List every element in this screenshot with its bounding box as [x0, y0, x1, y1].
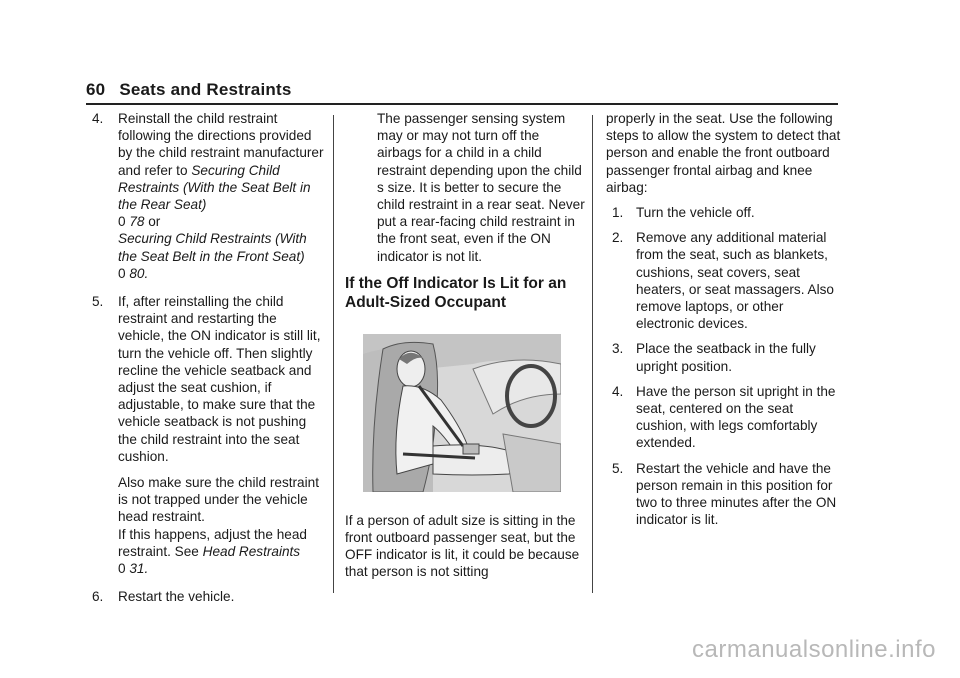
page-ref-icon: 0	[118, 214, 126, 230]
page-ref-number[interactable]: 78	[129, 214, 145, 230]
list-item	[92, 293, 324, 577]
column-2	[345, 110, 585, 581]
period: .	[144, 561, 149, 577]
illustration	[363, 334, 561, 492]
list-item	[606, 340, 842, 374]
cross-reference-link[interactable]: Securing Child Restraints (With the Seat Belt in the Front Seat)	[118, 231, 307, 264]
list-item	[606, 383, 842, 452]
list-item	[606, 460, 842, 529]
list-item	[92, 588, 324, 605]
item-number: 5.	[92, 294, 104, 310]
column-divider	[333, 115, 334, 593]
step-text: Remove any additional material from the seat, such as blankets, cushions, seat covers, seat heaters, or seat massagers. Also remove laptops, or other electronic devices.	[636, 230, 834, 332]
list-item	[92, 110, 324, 282]
page-number: 60	[86, 80, 106, 99]
body-paragraph: If a person of adult size is sitting in the front outboard passenger seat, but the OFF indicator is lit, it could be because that person is not sitting	[345, 512, 580, 580]
column-divider	[592, 115, 593, 593]
item-body: Reinstall the child restraint following the directions provided by the child restraint manufacturer and refer to	[118, 111, 324, 178]
column-1	[92, 110, 324, 616]
step-number: 1.	[612, 205, 624, 221]
item-text: If, after reinstalling the child restraint and restarting the vehicle, the ON indicator is still lit, turn the vehicle off. Then slightly recline the vehicle seatback and adjust the seat cushion, if adjustable, to make sure that the vehicle seatback is not pushing the child restraint into the seat cushion.	[118, 294, 321, 464]
cross-reference-link[interactable]: Securing Child Restraints (With the Seat Belt in the Rear Seat)	[118, 162, 311, 213]
step-number: 4.	[612, 383, 624, 399]
conjunction-or: or	[148, 214, 161, 230]
period: .	[144, 265, 149, 281]
column-3	[606, 110, 842, 536]
step-number: 3.	[612, 341, 624, 357]
step-text: Have the person sit upright in the seat, centered on the seat cushion, with legs comfortably extended.	[636, 383, 836, 451]
seated-passenger-illustration	[363, 334, 561, 492]
step-text: Turn the vehicle off.	[636, 205, 755, 221]
page-ref-number[interactable]: 80	[129, 265, 145, 281]
step-list	[606, 204, 842, 528]
step-text: Restart the vehicle and have the person remain in this position for two to three minutes after the ON indicator is lit.	[636, 460, 837, 528]
step-number: 2.	[612, 230, 624, 246]
page-ref-icon: 0	[118, 265, 126, 281]
cross-reference-link[interactable]: Head Restraints	[202, 543, 301, 559]
item-subtext	[118, 474, 324, 577]
list-item	[606, 204, 842, 221]
subtext-body: If this happens, adjust the head restraint. See	[118, 526, 307, 559]
subtext-body: Also make sure the child restraint is not trapped under the vehicle head restraint.	[118, 475, 319, 525]
list-item	[606, 229, 842, 332]
section-heading: If the Off Indicator Is Lit for an Adult-Sized Occupant	[345, 274, 567, 311]
section-title: Seats and Restraints	[119, 80, 292, 99]
intro-paragraph: properly in the seat. Use the following steps to allow the system to detect that person and enable the front outboard passenger frontal airbag and knee airbag:	[606, 111, 841, 195]
header-rule	[86, 103, 838, 105]
item-text	[118, 110, 324, 282]
item-number: 4.	[92, 111, 104, 126]
page-header	[86, 80, 292, 100]
item-number: 6.	[92, 589, 104, 605]
step-text: Place the seatback in the fully upright position.	[636, 341, 816, 374]
continued-text: The passenger sensing system may or may not turn off the airbags for a child in a child restraint depending upon the child s size. It is better to secure the child restraint in a rear seat. Never put a rear-facing child restraint in the front seat, even if the ON indicator is not lit.	[377, 111, 585, 264]
watermark: carmanualsonline.info	[692, 636, 936, 663]
step-number: 5.	[612, 460, 624, 476]
page-ref-number[interactable]: 31	[129, 561, 145, 577]
item-text: Restart the vehicle.	[118, 589, 235, 605]
page-ref-icon: 0	[118, 561, 126, 577]
